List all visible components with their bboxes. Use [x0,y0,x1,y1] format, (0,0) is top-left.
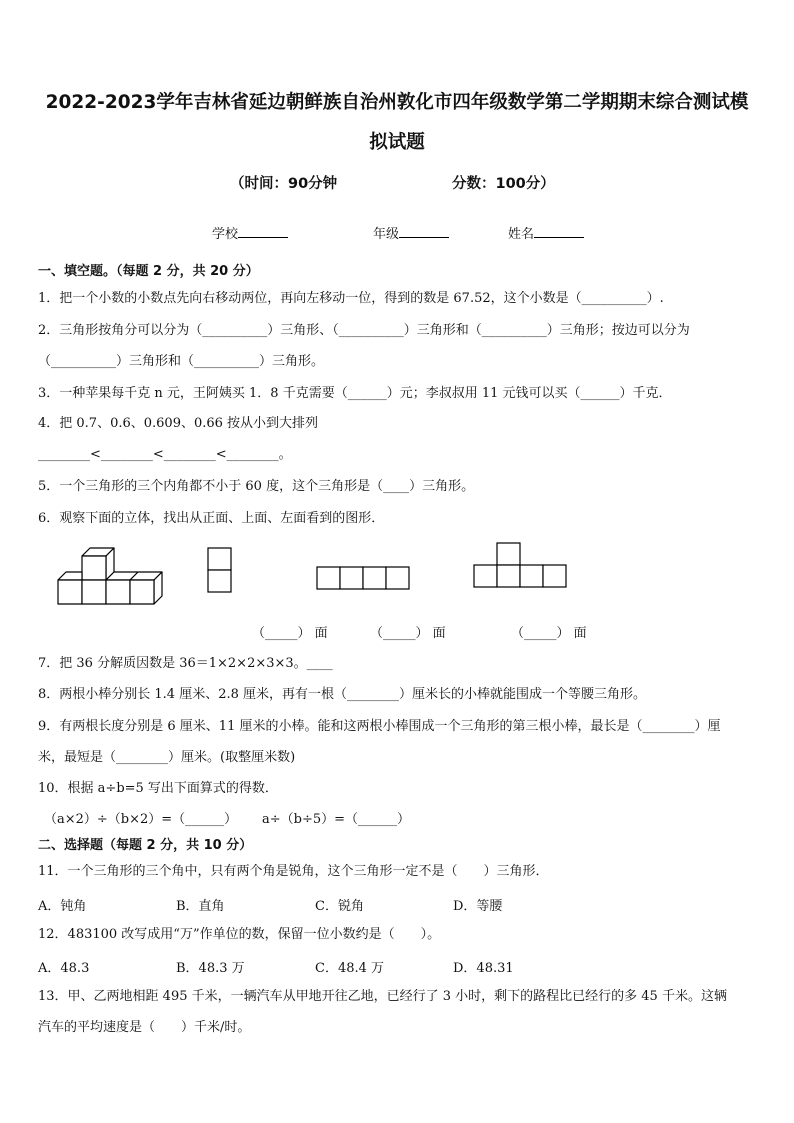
q12-option-c[interactable]: C．48.4 万 [315,961,385,976]
exam-title-line1: 2022-2023学年吉林省延边朝鲜族自治州敦化市四年级数学第二学期期末综合测试模 [45,92,749,113]
q11-option-d[interactable]: D．等腰 [453,899,503,914]
q6-face-answer-2[interactable]: （_____） 面 [370,626,446,641]
question-13-line1: 13．甲、乙两地相距 495 千米，一辆汽车从甲地开往乙地，已经行了 3 小时，剩下的路程比已经行的多 45 千米。这辆 [38,989,727,1004]
school-label: 学校 [212,227,239,242]
q6-face-answer-3[interactable]: （_____） 面 [511,626,587,641]
grade-label: 年级 [373,227,400,242]
question-13-line2: 汽车的平均速度是（ ）千米/时。 [38,1020,251,1035]
name-label: 姓名 [508,227,535,242]
q11-option-a[interactable]: A．钝角 [38,899,87,914]
exam-title-line2: 拟试题 [369,132,425,153]
question-7: 7．把 36 分解质因数是 36＝1×2×2×3×3。____ [38,656,333,671]
q12-option-a[interactable]: A．48.3 [38,961,90,976]
q12-option-b[interactable]: B．48.3 万 [176,961,245,976]
question-9-line2: 米，最短是（________）厘米。(取整厘米数) [38,750,296,765]
question-4-line1: 4．把 0.7、0.6、0.609、0.66 按从小到大排列 [38,416,319,431]
section2-heading: 二、选择题（每题 2 分，共 10 分） [38,838,253,853]
q12-option-d[interactable]: D．48.31 [453,961,514,976]
question-8: 8．两根小棒分别长 1.4 厘米、2.8 厘米，再有一根（________）厘米长的小棒就能围成一个等腰三角形。 [38,687,647,702]
grade-field[interactable] [373,223,449,242]
question-4-line2: ________<________<________<________。 [38,447,292,462]
view-four-squares-row [315,565,411,593]
q11-option-c[interactable]: C．锐角 [315,899,364,914]
question-10: 10．根据 a÷b=5 写出下面算式的得数． [38,781,278,796]
question-2-line2: （__________）三角形和（__________）三角形。 [38,354,325,369]
school-field[interactable] [212,223,288,242]
question-9-line1: 9．有两根长度分别是 6 厘米、11 厘米的小棒。能和这两根小棒围成一个三角形的第三根小棒，最长是（________）厘 [38,719,721,734]
q6-face-answer-1[interactable]: （_____） 面 [252,626,328,641]
school-blank[interactable] [238,237,288,238]
question-12: 12．483100 改写成用“万”作单位的数，保留一位小数约是（ ）。 [38,927,441,942]
q11-option-b[interactable]: B．直角 [176,899,225,914]
name-blank[interactable] [534,237,584,238]
section1-heading: 一、填空题。（每题 2 分，共 20 分） [38,264,259,279]
question-1: 1．把一个小数的小数点先向右移动两位，再向左移动一位，得到的数是 67.52，这个小数是（__________）. [38,291,664,306]
grade-blank[interactable] [399,237,449,238]
question-10-part-b: a÷（b÷5）=（______） [262,812,411,827]
question-11: 11．一个三角形的三个角中，只有两个角是锐角，这个三角形一定不是（ ）三角形． [38,864,549,879]
exam-score: 分数：100分） [452,176,555,192]
cube-stack-figure [55,544,170,608]
question-5: 5．一个三角形的三个内角都不小于 60 度，这个三角形是（____）三角形。 [38,479,475,494]
question-10-part-a: （a×2）÷（b×2）=（______） [44,812,238,827]
question-2-line1: 2．三角形按角分可以分为（__________）三角形、（__________）三角形和（__________）三角形；按边可以分为 [38,323,690,338]
question-6: 6．观察下面的立体，找出从正面、上面、左面看到的图形． [38,511,385,526]
exam-time: （时间：90分钟 [230,176,338,192]
view-vertical-two-squares [206,546,234,596]
view-four-squares-with-top [472,541,568,591]
name-field[interactable] [508,223,584,242]
question-3: 3．一种苹果每千克 n 元，王阿姨买 1．8 千克需要（______）元；李叔叔用 11 元钱可以买（______）千克． [38,386,672,401]
